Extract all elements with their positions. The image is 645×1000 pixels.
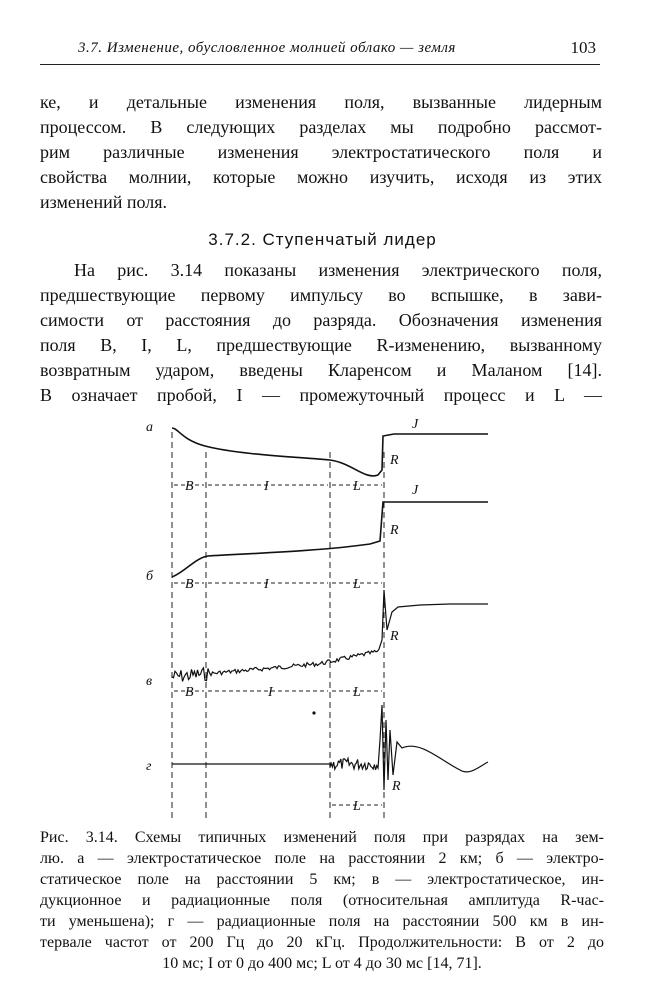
label-r: R <box>390 453 399 468</box>
section-title: 3.7.2. Ступенчатый лидер <box>208 230 437 249</box>
text-line: предшествующие первому импульсу во вспышке, в зави- <box>40 285 602 305</box>
label-i: I <box>264 479 269 494</box>
caption-line: статическое поле на расстоянии 5 км; в — электростатическое, ин- <box>40 871 604 888</box>
figure-caption <box>40 827 604 974</box>
label-b: B <box>185 685 194 700</box>
figure-3-14 <box>0 400 645 825</box>
text-line: На рис. 3.14 показаны изменения электрического поля, <box>74 260 602 280</box>
running-title: 3.7. Изменение, обусловленное молнией облако — земля <box>78 40 456 56</box>
label-r: R <box>390 523 399 538</box>
label-i: I <box>268 685 273 700</box>
label-i: I <box>264 577 269 592</box>
label-j: J <box>412 483 419 498</box>
label-l: L <box>353 577 361 592</box>
label-r: R <box>390 629 399 644</box>
caption-line: лю. а — электростатическое поле на расстоянии 2 км; б — электро- <box>40 850 604 867</box>
label-b: B <box>185 479 194 494</box>
text-line: изменений поля. <box>40 192 168 212</box>
text-line: рим различные изменения электростатического поля и <box>40 142 602 162</box>
page-header <box>40 40 600 65</box>
paragraph-1 <box>40 90 602 215</box>
stray-dot <box>312 711 315 714</box>
interval-arrows <box>174 485 382 805</box>
label-l: L <box>353 685 361 700</box>
text-line: процессом. В следующих разделах мы подробно рассмот- <box>40 117 602 137</box>
text-line: ке, и детальные изменения поля, вызванные лидерным <box>40 92 602 112</box>
caption-line: ти уменьшена); г — радиационные поля на расстоянии 500 км в ин- <box>40 913 604 930</box>
trace-label-v: в <box>146 674 153 689</box>
page-number: 103 <box>570 38 596 57</box>
caption-line: 10 мс; I от 0 до 400 мс; L от 4 до 30 мс [14, 71]. <box>162 955 482 972</box>
label-l: L <box>353 799 361 814</box>
trace-label-a: а <box>146 420 153 435</box>
text-line: симости от расстояния до разряда. Обозначения изменения <box>40 310 602 330</box>
text-line: поля B, I, L, предшествующие R-изменению, вызванному <box>40 335 602 355</box>
trace-a <box>172 428 488 476</box>
caption-line: дукционное и радиационные поля (относительная амплитуда R-час- <box>40 892 604 909</box>
paragraph-2 <box>40 258 602 408</box>
text-line: B означает пробой, I — промежуточный процесс и L — <box>40 385 602 405</box>
label-j: J <box>412 417 419 432</box>
trace-label-g: г <box>146 759 152 774</box>
trace-label-b: б <box>146 569 154 584</box>
caption-line: Рис. 3.14. Схемы типичных изменений поля при разрядах на зем- <box>40 829 604 846</box>
label-l: L <box>353 479 361 494</box>
text-line: возвратным ударом, введены Кларенсом и Маланом [14]. <box>40 360 602 380</box>
caption-line: тервале частот от 200 Гц до 20 кГц. Продолжительности: B от 2 до <box>40 934 604 951</box>
label-b: B <box>185 577 194 592</box>
label-r: R <box>392 779 401 794</box>
text-line: свойства молнии, которые можно изучить, исходя из этих <box>40 167 602 187</box>
